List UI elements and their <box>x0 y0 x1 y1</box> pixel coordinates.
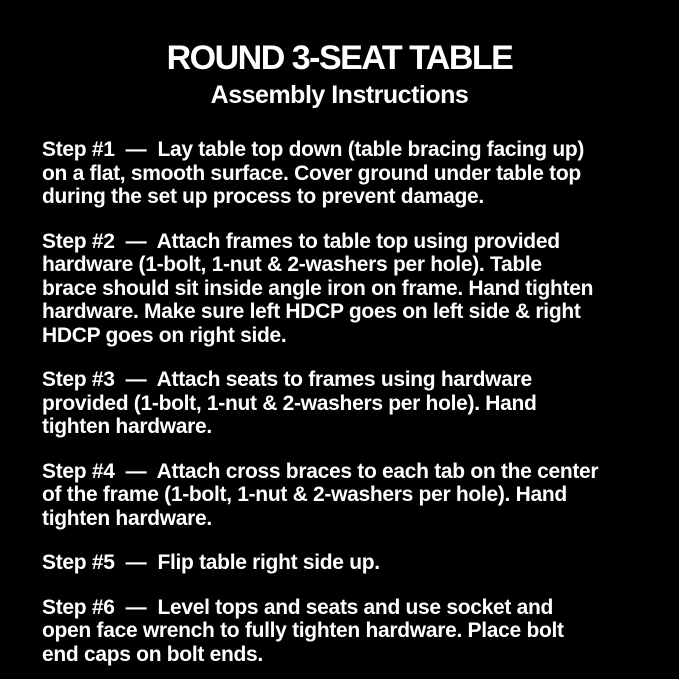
step-2-line-2: hardware (1-bolt, 1-nut & 2-washers per hole). Table <box>42 253 542 276</box>
step-1-line-3: during the set up process to prevent damage. <box>42 185 484 208</box>
step-1-line-2: on a flat, smooth surface. Cover ground under table top <box>42 161 581 185</box>
step-2 <box>42 230 659 348</box>
step-4-line-1: Step #4 — Attach cross braces to each tab on the center <box>42 459 599 483</box>
step-4-line-2: of the frame (1-bolt, 1-nut & 2-washers per hole). Hand <box>42 483 567 506</box>
step-2-line-5: HDCP goes on right side. <box>42 323 287 347</box>
step-5-line-1: Step #5 — Flip table right side up. <box>42 551 380 574</box>
page-subtitle: Assembly Instructions <box>210 81 469 109</box>
step-3-line-2: provided (1-bolt, 1-nut & 2-washers per hole). Hand <box>42 391 537 415</box>
step-6-line-3: end caps on bolt ends. <box>42 642 263 666</box>
step-1-line-1: Step #1 — Lay table top down (table bracing facing up) <box>42 138 585 161</box>
step-3-line-3: tighten hardware. <box>42 415 212 438</box>
step-4-line-3: tighten hardware. <box>42 506 212 530</box>
step-6-line-1: Step #6 — Level tops and seats and use socket and <box>42 595 554 619</box>
step-2-line-3: brace should sit inside angle iron on frame. Hand tighten <box>42 276 594 300</box>
step-6-line-2: open face wrench to fully tighten hardware. Place bolt <box>42 619 564 642</box>
step-5 <box>42 551 659 575</box>
step-6 <box>42 596 659 667</box>
step-1 <box>42 138 659 209</box>
steps-list <box>0 138 679 666</box>
step-2-line-4: hardware. Make sure left HDCP goes on left side & right <box>42 300 581 323</box>
step-2-line-1: Step #2 — Attach frames to table top using provided <box>42 229 560 253</box>
step-4 <box>42 460 659 531</box>
step-3 <box>42 368 659 439</box>
page-title: ROUND 3-SEAT TABLE <box>166 39 513 77</box>
step-3-line-1: Step #3 — Attach seats to frames using hardware <box>42 368 532 391</box>
